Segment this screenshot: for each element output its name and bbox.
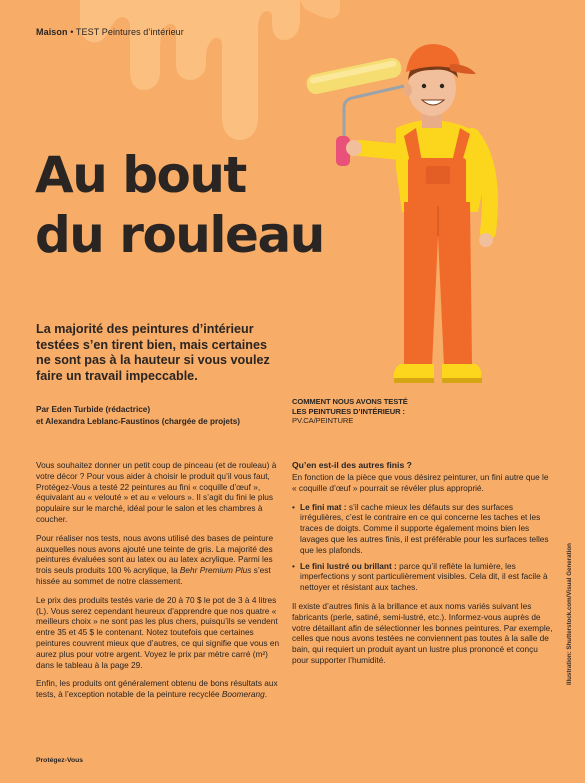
paragraph: Vous souhaitez donner un petit coup de pinceau (et de rouleau) à votre décor ? Pour vous aider à choisir le produit qu’il vous faut, Protégez-Vous a testé 22 peintures au fini « coquille d’œuf », équivalant au « velouté » et au « velours ». Il s’agit du fini le plus populaire sur le marché, idéal pour le salon et les chambres à coucher. [36, 460, 277, 524]
title-line-2: du rouleau [35, 206, 324, 264]
method-box [292, 397, 442, 426]
paragraph: En fonction de la pièce que vous désirez peinturer, un fini autre que le « coquille d’œuf » pourrait se révéler plus approprié. [292, 472, 549, 493]
byline [36, 404, 286, 428]
paragraph: Le prix des produits testés varie de 20 à 70 $ le pot de 3 à 4 litres (L). Vous serez cependant heureux d’apprendre que nos quatre « meilleurs choix » ne sont pas les plus chers, puisqu’ils se vendent entre 35 et 45 $ le contenant. Notez toutefois que certaines peintures couvrent mieux que d’autres, ce qui signifie que vous en aurez plus pour votre argent. Voyez le prix par mètre carré (m²) dans le tableau à la page 29. [36, 594, 280, 670]
paragraph: Il existe d’autres finis à la brillance et aux noms variés suivant les fabricants (perle, satiné, semi-lustré, etc.). Informez-vous auprès de votre détaillant afin de sélectionner les bonnes peintures. Par exemple, celles que nous avons testées ne conviennent pas toutes à la salle de bain, qui requiert un produit ayant un lustre plus prononcé et conçu pour supporter l’humidité. [292, 600, 553, 665]
byline-coauthor: et Alexandra Leblanc-Faustinos (chargée de projets) [36, 417, 240, 426]
product-name: Behr Premium Plus [179, 565, 252, 576]
illustration-credit: Illustration: Shutterstock.com/Visual Generation [566, 543, 573, 685]
paragraph [36, 678, 280, 700]
article-title [35, 145, 324, 265]
section-name: Maison [36, 27, 68, 37]
list-text: parce qu’il reflète la lumière, les imperfections y sont particulièrement visibles. Cela dit, il est facile à nettoyer et résistant aux taches. [300, 560, 548, 593]
list-term: Le fini mat : [300, 501, 347, 512]
sidebar-heading: Qu’en est-il des autres finis ? [292, 460, 412, 470]
finish-list [292, 502, 554, 593]
method-heading-line-1: COMMENT NOUS AVONS TESTÉ [292, 397, 408, 406]
text-run: . [264, 689, 268, 700]
method-link[interactable]: PV.CA/PEINTURE [292, 416, 354, 426]
paragraph [36, 533, 280, 587]
list-term: Le fini lustré ou brillant : [300, 560, 397, 571]
article-lede: La majorité des peintures d’intérieur testées s’en tirent bien, mais certaines ne sont pas à la hauteur si vous voulez faire un travail impeccable. [36, 322, 270, 383]
title-line-1: Au bout [35, 146, 246, 204]
section-header [36, 27, 184, 37]
header-separator: • [67, 27, 76, 37]
section-subtitle: TEST Peintures d’intérieur [75, 27, 184, 37]
magazine-footer: Protégez-Vous [36, 757, 84, 764]
right-column [292, 460, 554, 674]
left-column [36, 460, 280, 708]
list-text: s’il cache mieux les défauts sur des surfaces irrégulières, c’est le contraire en ce qui concerne les taches et les traces de doigts. Comme il supporte également moins bien les lavages que les autres finis, il est préférable pour les surfaces telles que les plafonds. [300, 501, 549, 555]
text-run: Pour réaliser nos tests, nous avons utilisé des bases de peinture auxquelles nous avons ajouté une teinte de gris. La majorité des peintures évaluées sont au latex ou au latex acrylique. Parmi les trois seuls produits 100 % acrylique, la [36, 532, 274, 576]
method-heading-line-2: LES PEINTURES D’INTÉRIEUR : [292, 406, 405, 416]
text-run: s’est hissée au sommet de notre classement. [36, 565, 271, 586]
list-item [300, 561, 554, 593]
text-run: Enfin, les produits ont généralement obtenu de bons résultats aux tests, à l’exception notable de la peinture recyclée [36, 678, 278, 700]
list-item [300, 502, 554, 556]
product-name: Boomerang [221, 689, 265, 700]
painter-illustration [300, 36, 500, 386]
byline-author: Par Eden Turbide (rédactrice) [36, 405, 151, 414]
